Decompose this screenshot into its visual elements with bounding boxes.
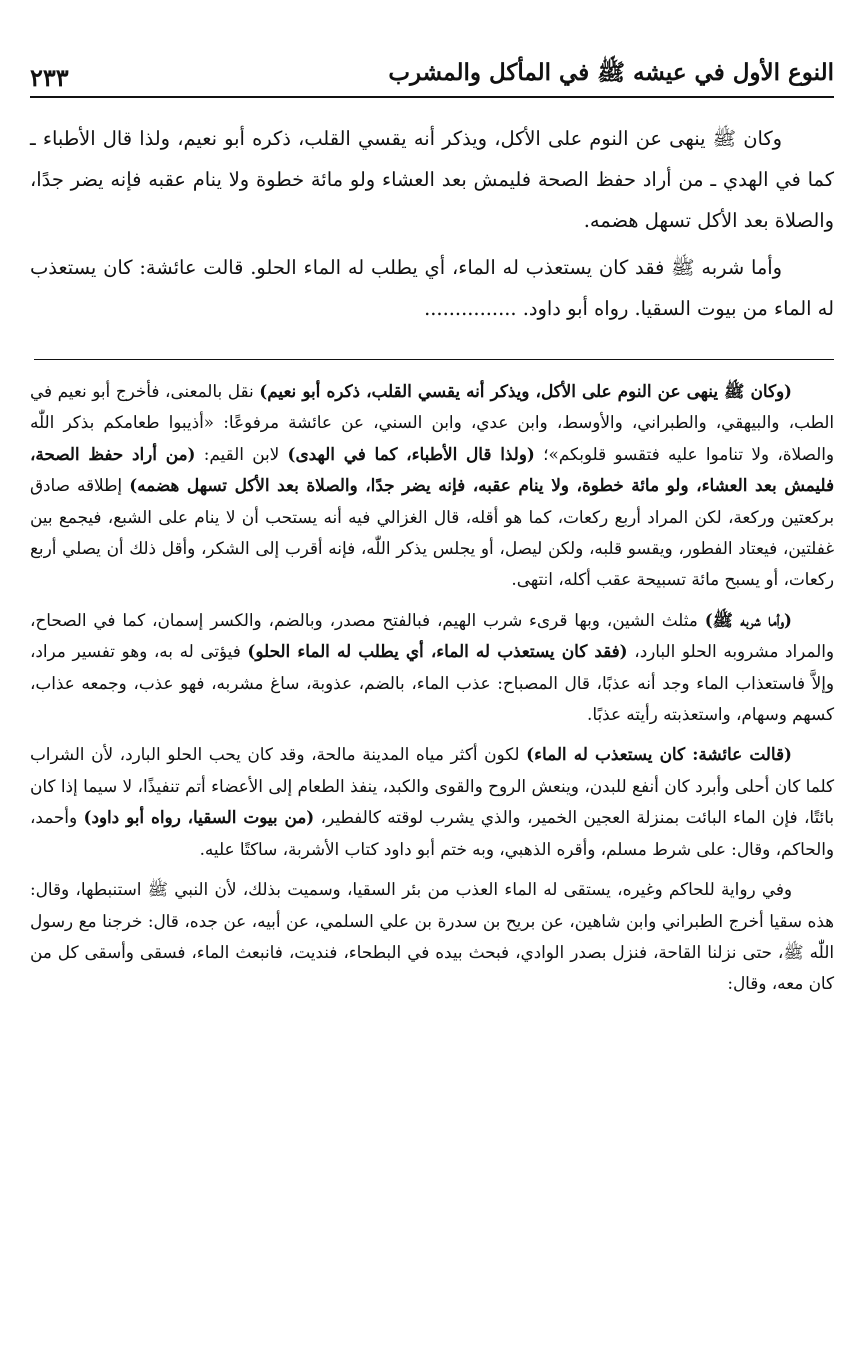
- running-title: النوع الأول في عيشه ﷺ في المأكل والمشرب: [388, 59, 834, 86]
- commentary-paragraph-3: [30, 739, 834, 865]
- header-rule: [30, 96, 834, 98]
- ellipsis-dots: ...............: [424, 297, 517, 320]
- quoted-matn: (فقد كان يستعذب له الماء، أي يطلب له الماء الحلو): [247, 641, 628, 662]
- page-header: [30, 52, 834, 92]
- footnote-rule: [34, 359, 834, 360]
- commentary-section: [30, 376, 834, 1009]
- quoted-matn: (ولذا قال الأطباء، كما في الهدى): [287, 443, 535, 464]
- commentary-text: فيؤتى له به، وهو تفسير مراد، وإلاَّ فاستعذاب الماء وجد أنه عذبًا، قال المصباح: عذب الماء، بالضم، عذوبة، ساغ مشربه، فهو عذب، وجمعه عذاب، كسهم وسهام، واستعذبته رأيته عذبًا.: [30, 641, 834, 725]
- commentary-text: لكون أكثر مياه المدينة مالحة، وقد كان يحب الحلو البارد، لأن الشراب كلما كان أحلى وأبرد كان أنفع للبدن، وينعش الروح والقوى والكبد، ينفذ الطعام إلى الأعضاء أتم تنفيذًا، لا سيما إذا كان بائتًا، فإن الماء البائت بمنزلة العجين الخمير، والذي يشرب لوقته كالفطير،: [30, 744, 835, 828]
- main-paragraph-1-text: وكان ﷺ ينهى عن النوم على الأكل، ويذكر أنه يقسي القلب، ذكره أبو نعيم، ولذا قال الأطباء ـ كما في الهدي ـ من أراد حفظ الصحة فليمش بعد العشاء ولو مائة خطوة ولا ينام عقبه فإنه يضر جدًا، والصلاة بعد الأكل تسهل هضمه.: [30, 127, 834, 232]
- commentary-paragraph-1: [30, 376, 834, 596]
- commentary-text: لابن القيم:: [195, 443, 288, 464]
- main-paragraph-2-text: وأما شربه ﷺ فقد كان يستعذب له الماء، أي يطلب له الماء الحلو. قالت عائشة: كان يستعذب له الماء من بيوت السقيا. رواه أبو داود.: [30, 256, 834, 320]
- commentary-text: وفي رواية للحاكم وغيره، يستقى له الماء العذب من بئر السقيا، وسميت بذلك، لأن النبي ﷺ استنبطها، وقال: هذه سقيا أخرج الطبراني وابن شاهين، عن بريح بن سدرة بن علي السلمي، عن أبيه، عن جده، قال: خرجنا مع رسول اللّٰه ﷺ، حتى نزلنا القاحة، فنزل بصدر الوادي، فبحث بيده في البطحاء، فنديت، فانبعث الماء، فسقى وأسقى كل من كان معه، وقال:: [30, 879, 834, 994]
- commentary-text: إطلاقه صادق بركعتين وركعة، لكن المراد أربع ركعات، كما هو أقله، قال الغزالي فيه أنه يستحب أن لا ينام على الشبع، فيجمع بين غفلتين، فيعتاد الفطور، ويقسو قلبه، ولكن ليصل، أو يجلس يذكر اللّٰه، فإنه أقرب إلى الشكر، وأقل ذلك أن يصلي أربع ركعات، أو يسبح مائة تسبيحة عقب أكله، انتهى.: [30, 475, 834, 590]
- quoted-matn: (من أراد حفظ الصحة، فليمش بعد العشاء، ولو مائة خطوة، ولا ينام عقبه، فإنه يضر جدًا، والصلاة بعد الأكل تسهل هضمه): [30, 443, 835, 496]
- quoted-matn: (من بيوت السقيا، رواه أبو داود): [83, 807, 315, 828]
- quoted-matn: (وأما شربه ﷺ): [704, 609, 792, 630]
- commentary-paragraph-2: [30, 605, 834, 731]
- book-page: [30, 0, 834, 1359]
- quoted-matn: (قالت عائشة: كان يستعذب له الماء): [526, 744, 792, 765]
- main-paragraph-2: [30, 247, 834, 329]
- quoted-matn: (وكان ﷺ ينهى عن النوم على الأكل، ويذكر أنه يقسي القلب، ذكره أبو نعيم): [259, 381, 792, 401]
- main-paragraph-1: [30, 118, 834, 241]
- commentary-text: مثلث الشين، وبها قرىء شرب الهيم، فبالفتح مصدر، وبالضم، والكسر إسمان، كما في الصحاح، والمراد مشروبه الحلو البارد،: [30, 609, 834, 662]
- commentary-text: نقل بالمعنى، فأخرج أبو نعيم في الطب، والبيهقي، والطبراني، والأوسط، وابن عدي، وابن السني، عن عائشة مرفوعًا: «أذيبوا طعامكم بذكر اللّٰه والصلاة، ولا تناموا عليه فتقسو قلوبكم»؛: [30, 381, 834, 464]
- page-number: ٢٣٣: [30, 63, 69, 92]
- main-text: [30, 118, 834, 335]
- commentary-text: وأحمد، والحاكم، وقال: على شرط مسلم، وأقره الذهبي، وبه ختم أبو داود كتاب الأشربة، ساكتًا عليه.: [30, 807, 834, 859]
- commentary-paragraph-4: [30, 874, 834, 1000]
